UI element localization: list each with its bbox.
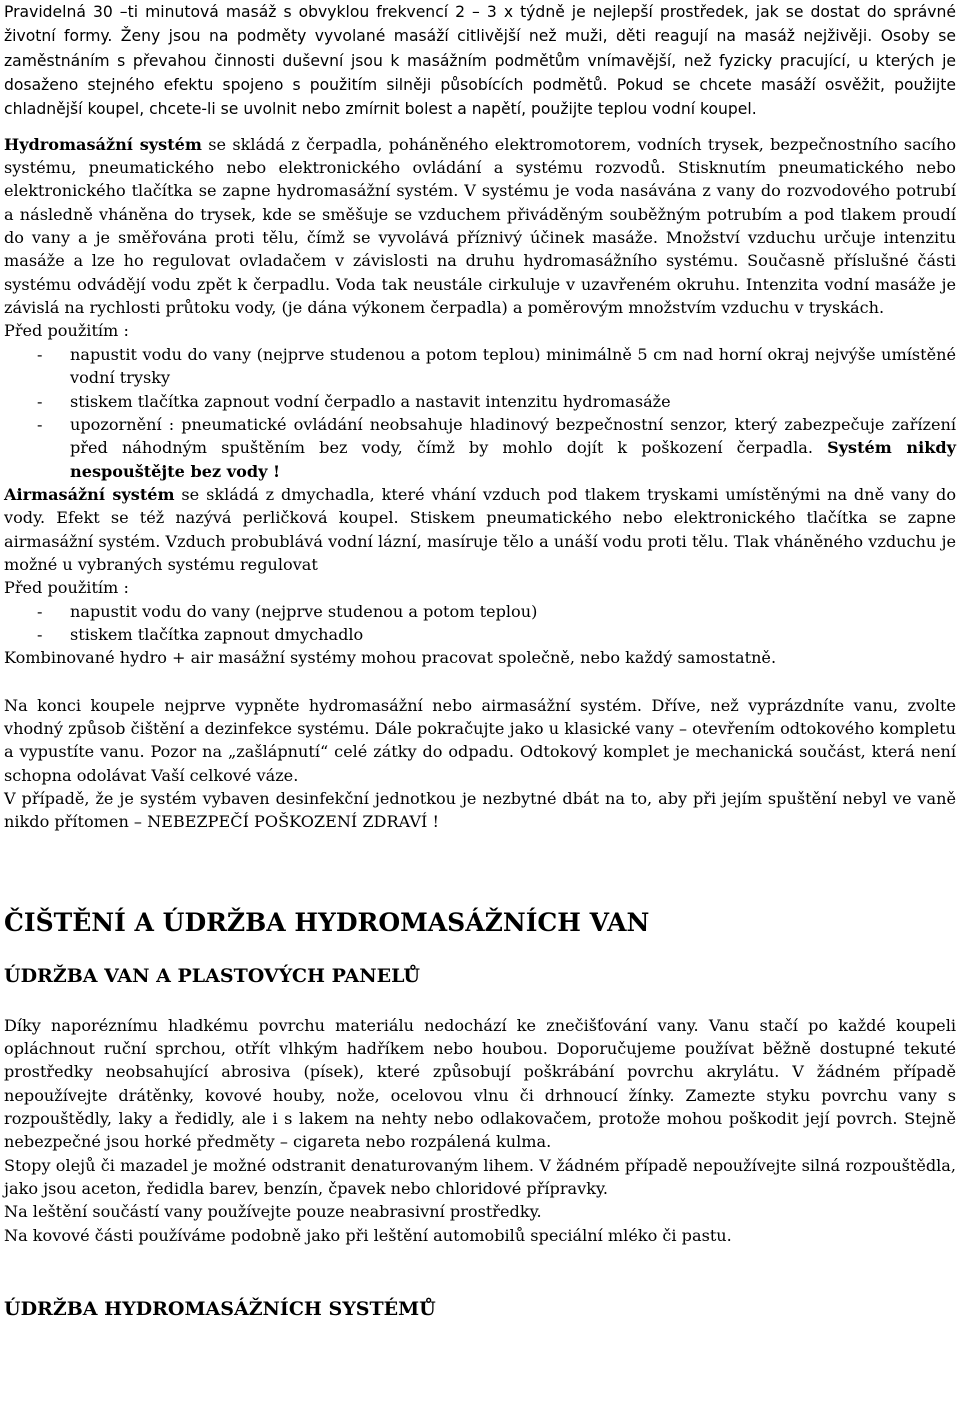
list-item: - napustit vodu do vany (nejprve studenou a potom teplou) bbox=[37, 601, 538, 621]
main-heading: ČIŠTĚNÍ A ÚDRŽBA HYDROMASÁŽNÍCH VAN bbox=[4, 907, 650, 937]
subheading-systemy: ÚDRŽBA HYDROMASÁŽNÍCH SYSTÉMŮ bbox=[4, 1298, 436, 1321]
air-text: se skládá z dmychadla, které vhání vzduch pod tlakem tryskami umístěnými na dně vany do vody. Efekt se též nazývá perličková koupel. Stiskem pneumatického nebo elektronického tlačítka se zapne airmasážní systém. Vzduch probublává vodní lázní, masíruje tělo a unáší vodu proti tělu. Tlak vháněného vzduchu je možné u vybraných systému regulovat bbox=[4, 484, 957, 574]
combined-systems-text: Kombinované hydro + air masážní systémy mohou pracovat společně, nebo každý samostatně. bbox=[4, 648, 777, 668]
hydro-steps-list bbox=[4, 343, 956, 483]
intro-text-b: Osoby se zaměstnáním s převahou činnosti duševní jsou k masážním podmětům vnímavější, než fyzicky pracující, u kterých je dosaženo stejného efektu spojeno s použitím silněji působících podmětů. Pokud se chcete masáží osvěžit, použijte chladnější koupel, chcete-li se uvolnit nebo zmírnit bolest a napětí, použijte teplou vodní koupel. bbox=[4, 27, 956, 119]
air-before-use: Před použitím : bbox=[4, 578, 129, 598]
hydro-paragraph bbox=[4, 133, 956, 320]
maintenance-paragraph-3: Na leštění součástí vany používejte pouze neabrasivní prostředky. bbox=[4, 1202, 542, 1222]
hydro-term: Hydromasážní systém bbox=[4, 134, 202, 154]
air-steps-list bbox=[4, 600, 956, 647]
maintenance-paragraph-2: Stopy olejů či mazadel je možné odstranit denaturovaným lihem. V žádném případě nepoužívejte silná rozpouštědla, jako jsou aceton, ředidla barev, benzín, čpavek nebo chloridové přípravky. bbox=[4, 1155, 956, 1199]
list-item: - upozornění : pneumatické ovládání neobsahuje hladinový bezpečnostní senzor, který zabezpečuje zařízení před náhodným spuštěním bez vody, čímž by mohlo dojít k poškození čerpadla. Systém nikdy nespouštějte bez vody ! bbox=[37, 414, 956, 481]
maintenance-paragraph-4: Na kovové části používáme podobně jako při leštění automobilů speciální mléko či pastu. bbox=[4, 1225, 732, 1245]
hydro-text: se skládá z čerpadla, poháněného elektromotorem, vodních trysek, bezpečnostního sacího systému, pneumatického nebo elektronického ovládání a systému rozvodů. Stisknutím pneumatického nebo elektronického tlačítka se zapne hydromasážní systém. V systému je voda nasávána z vany do rozvodového potrubí a následně vháněna do trysek, kde se směšuje se vzduchem přiváděným souběžným potrubím a pod tlakem proudí do vany a je směřována proti tělu, čímž se vyvolává příznivý účinek masáže. Množství vzduchu určuje intenzitu masáže a lze ho regulovat ovladačem v závislosti na druhu hydromasážního systému. Současně příslušné části systému odvádějí vodu zpět k čerpadlu. Voda tak neustále cirkuluje v uzavřeném okruhu. Intenzita vodní masáže je závislá na rychlosti průtoku vody, (je dána výkonem čerpadla) a poměrovým množstvím vzduchu v tryskách. bbox=[4, 134, 957, 318]
air-term: Airmasážní systém bbox=[4, 484, 175, 504]
list-item: - stiskem tlačítka zapnout vodní čerpadlo a nastavit intenzitu hydromasáže bbox=[37, 391, 671, 411]
list-item: - stiskem tlačítka zapnout dmychadlo bbox=[37, 624, 364, 644]
list-item: - napustit vodu do vany (nejprve studenou a potom teplou) minimálně 5 cm nad horní okraj nejvýše umístěné vodní trysky bbox=[37, 344, 956, 388]
maintenance-paragraph-1: Díky naporéznímu hladkému povrchu materiálu nedochází ke znečišťování vany. Vanu stačí po každé koupeli opláchnout ruční sprchou, otřít vlhkým hadříkem nebo houbou. Doporučujeme používat běžně dostupné tekuté prostředky neobsahující abrosiva (písek), které způsobují poškrábání povrchu akrylátu. V žádném případě nepoužívejte drátěnky, kovové houby, nože, ocelovou vlnu či drhnoucí žínky. Zamezte styku povrchu vany s rozpouštědly, laky a ředidly, ale i s lakem na nehty nebo odlakovačem, protože mohou poškodit její povrch. Stejně nebezpečné jsou horké předměty – cigareta nebo rozpálená kulma. bbox=[4, 1015, 956, 1152]
intro-paragraph bbox=[4, 0, 956, 122]
hydro-warning: Systém nikdy nespouštějte bez vody ! bbox=[70, 438, 956, 481]
intro-text-a: Pravidelná 30 –ti minutová masáž s obvyklou frekvencí 2 – 3 x týdně je nejlepší prostředek, jak se dostat do správné životní formy. Ženy jsou na podměty vyvolané masáží citlivější než muži, děti reagují na masáž nejživěji. bbox=[4, 3, 956, 46]
hydro-before-use: Před použitím : bbox=[4, 321, 129, 341]
air-paragraph bbox=[4, 483, 956, 576]
ending-paragraph-2: V případě, že je systém vybaven desinfekční jednotkou je nezbytné dbát na to, aby při jejím spuštění nebyl ve vaně nikdo přítomen – NEBEZPEČÍ POŠKOZENÍ ZDRAVÍ ! bbox=[4, 789, 956, 832]
subheading-vany: ÚDRŽBA VAN A PLASTOVÝCH PANELŮ bbox=[4, 964, 420, 987]
ending-paragraph-1: Na konci koupele nejprve vypněte hydromasážní nebo airmasážní systém. Dříve, než vyprázdníte vanu, zvolte vhodný způsob čištění a dezinfekce systému. Dále pokračujte jako u klasické vany – otevřením odtokového kompletu a vypustíte vanu. Pozor na „zašlápnutí“ celé zátky do odpadu. Odtokový komplet je mechanická součást, která není schopna odolávat Vaší celkové váze. bbox=[4, 695, 956, 785]
